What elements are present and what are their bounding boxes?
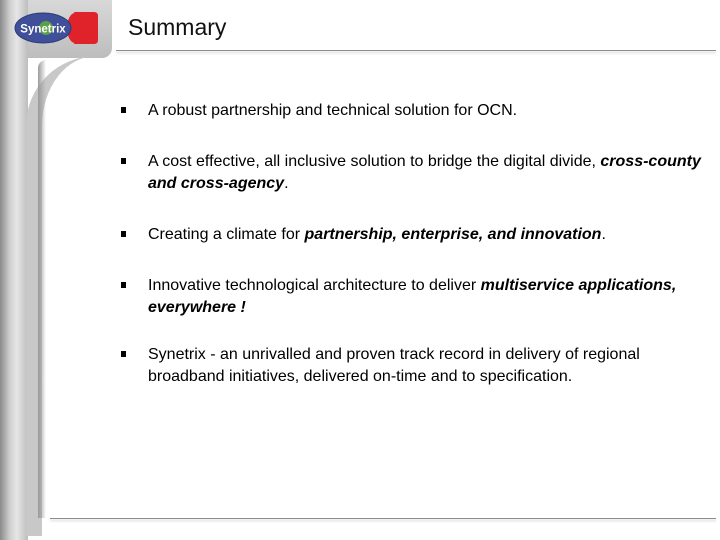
bullet-list xyxy=(121,100,706,388)
bullet-emphasis: multiservice applications, everywhere ! xyxy=(148,277,677,316)
bullet-marker xyxy=(121,282,126,288)
bullet-emphasis: partnership, enterprise, and innovation xyxy=(304,226,602,243)
bullet-text: A cost effective, all inclusive solution to bridge the digital divide, xyxy=(148,153,601,170)
frame-left-bar xyxy=(0,0,28,540)
footer-rule xyxy=(50,518,716,519)
title-rule xyxy=(116,50,716,51)
synetrix-logo xyxy=(10,8,100,48)
bullet-text: Innovative technological architecture to deliver xyxy=(148,277,481,294)
bullet-text: Synetrix - an unrivalled and proven track record in delivery of regional broadband initiatives, delivered on-time and to specification. xyxy=(148,346,640,385)
bullet-emphasis: cross-county and cross-agency xyxy=(148,153,701,192)
list-item xyxy=(121,151,706,195)
list-item xyxy=(121,275,706,319)
bullet-text: A robust partnership and technical solution for OCN. xyxy=(148,102,518,119)
list-item xyxy=(121,344,706,388)
page-title: Summary xyxy=(128,14,227,40)
logo-text: Synetrix xyxy=(20,23,66,36)
bullet-marker xyxy=(121,351,126,357)
bullet-marker xyxy=(121,231,126,237)
bullet-text: . xyxy=(284,175,289,192)
bullet-text: Creating a climate for xyxy=(148,226,305,243)
bullet-text: . xyxy=(601,226,606,243)
bullet-marker xyxy=(121,158,126,164)
list-item xyxy=(121,100,706,122)
bullet-marker xyxy=(121,107,126,113)
frame-shadow xyxy=(38,60,46,518)
list-item xyxy=(121,224,706,246)
